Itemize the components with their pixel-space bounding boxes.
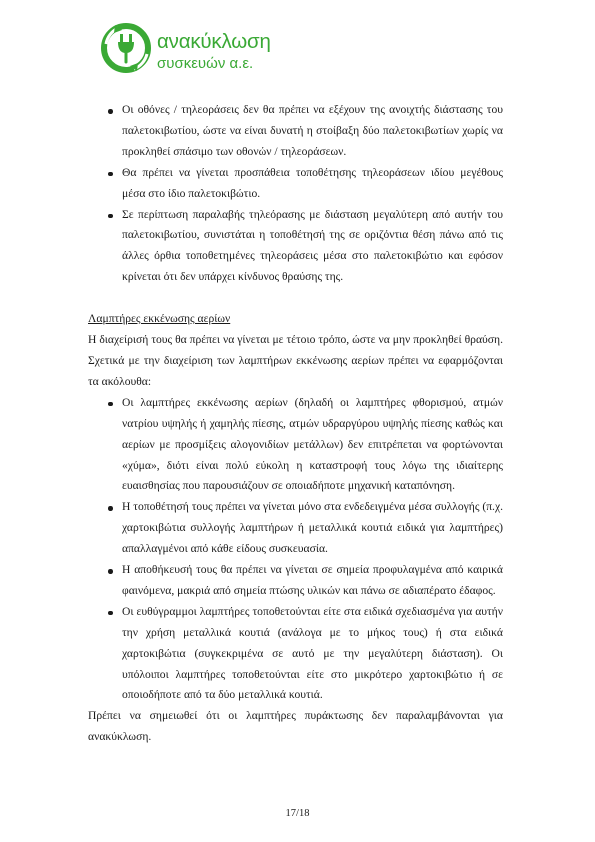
bullet-icon [108,611,113,616]
list-item: Οι ευθύγραμμοι λαμπτήρες τοποθετούνται είτε στα ειδικά σχεδιασμένα για αυτήν την χρήση μεταλλικά κουτιά (ανάλογα με το μήκος τους) ή στα ειδικά χαρτοκιβώτια (συγκεκριμένα σε αυτό με την μεγαλύτερη διάσταση). Οι υπόλοιποι λαμπτήρες τοποθετούνται είτε στο μικρότερο χαρτοκιβώτιο ή σε οποιοδήποτε από τα δύο μεταλλικά κουτιά. [88,602,503,707]
list-item: Οι οθόνες / τηλεοράσεις δεν θα πρέπει να εξέχουν της ανοιχτής διάστασης του παλετοκιβωτίου, ώστε να είναι δυνατή η στοίβαξη δύο παλετοκιβωτίων χωρίς να προκληθεί σπάσιμο των οθονών / τηλεοράσεων. [88,100,503,163]
bullet-icon [108,506,113,511]
list-item: Η τοποθέτησή τους πρέπει να γίνεται μόνο στα ενδεδειγμένα μέσα συλλογής (π.χ. χαρτοκιβώτια συλλογής λαμπτήρων ή μεταλλικά κουτιά ειδικά για λαμπτήρες) απαλλαγμένοι από κάθε είδους συσκευασία. [88,497,503,560]
bullet-icon [108,172,113,177]
tv-bullet-list [88,100,503,288]
list-item: Θα πρέπει να γίνεται προσπάθεια τοποθέτησης τηλεοράσεων ιδίου μεγέθους μέσα στο ίδιο παλετοκιβώτιο. [88,163,503,205]
list-item: Οι λαμπτήρες εκκένωσης αερίων (δηλαδή οι λαμπτήρες φθορισμού, ατμών νατρίου υψηλής ή χαμηλής πίεσης, ατμών υδραργύρου υψηλής πίεσης καθώς και αερίων με προσμίξεις αλογονιδίων μετάλλων) δεν επιτρέπεται να φορτώνονται «χύμα», διότι είναι πολύ εύκολη η καταστροφή τους λόγω της ιδιαίτερης ευαισθησίας που παρουσιάζουν σε οποιαδήποτε μηχανική καταπόνηση. [88,393,503,498]
section-heading: Λαμπτήρες εκκένωσης αερίων [88,312,231,326]
list-item: Σε περίπτωση παραλαβής τηλεόρασης με διάσταση μεγαλύτερη από αυτήν του παλετοκιβωτίου, συνιστάται η τοποθέτησή της σε οριζόντια θέση πάνω από τις άλλες όρθια τοποθετημένες τηλεοράσεις μέσα στο παλετοκιβώτιο και εφόσον κρίνεται ότι δεν υπάρχει κίνδυνος θραύσης της. [88,205,503,289]
bullet-icon [108,214,113,219]
company-logo [100,22,300,78]
list-item: Η αποθήκευσή τους θα πρέπει να γίνεται σε σημεία προφυλαγμένα από καιρικά φαινόμενα, μακριά από σημεία πτώσης υλικών και πάνω σε αδιαπέρατο έδαφος. [88,560,503,602]
logo-subtitle: συσκευών α.ε. [157,55,254,72]
closing-note: Πρέπει να σημειωθεί ότι οι λαμπτήρες πυράκτωσης δεν παραλαμβάνονται για ανακύκλωση. [88,709,503,744]
lamp-bullet-list [88,393,503,707]
logo-title: ανακύκλωση [157,30,271,53]
section-intro: Η διαχείρισή τους θα πρέπει να γίνεται με τέτοιο τρόπο, ώστε να μην προκληθεί θραύση. Σχετικά με την διαχείριση των λαμπτήρων εκκένωσης αερίων πρέπει να εφαρμόζονται τα ακόλουθα: [88,333,503,388]
page-content [88,100,503,748]
bullet-icon [108,402,113,407]
bullet-icon [108,109,113,114]
recycle-plug-icon [100,22,152,74]
page-number: 17/18 [285,808,310,819]
bullet-icon [108,569,113,574]
